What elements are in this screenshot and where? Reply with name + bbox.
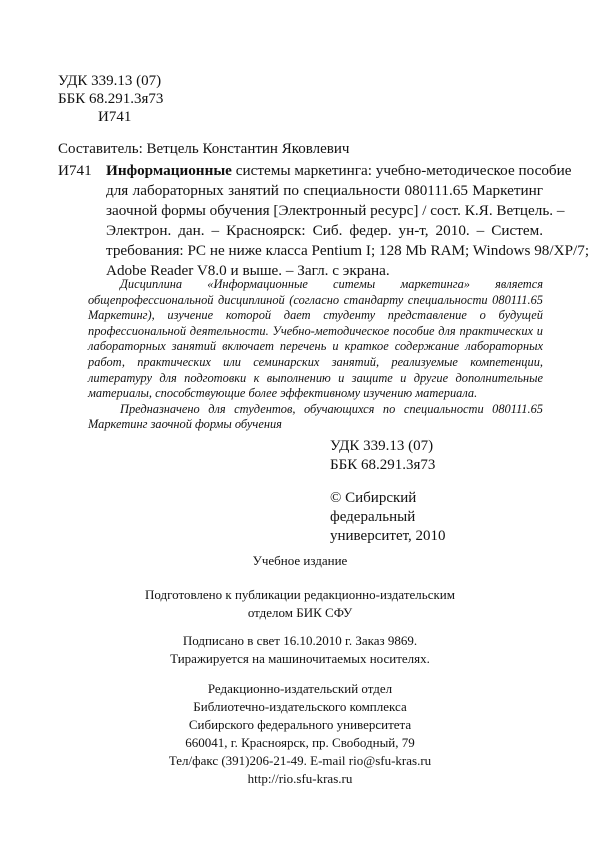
biblio-title-rest: системы маркетинга: учебно-методическое пособие (231, 162, 572, 179)
bbk-code-right: ББК 68.291.3я73 (330, 457, 436, 473)
biblio-line-3: заочной формы обучения [Электронный ресурс] / сост. К.Я. Ветцель. – (106, 202, 565, 219)
biblio-line-4: Электрон. дан. – Красноярск: Сиб. федер. ун-т, 2010. – Систем. (106, 222, 543, 239)
annotation-line: профессиональной деятельности. Учебно-методическое пособие для практических и (88, 323, 543, 338)
biblio-code: И741 (58, 162, 92, 179)
publisher-website: http://rio.sfu-kras.ru (247, 771, 353, 786)
biblio-line-6: Adobe Reader V8.0 и выше. – Загл. с экрана. (106, 262, 390, 279)
bibliographic-record (58, 161, 590, 281)
prepared-line: Подготовлено к публикации редакционно-издательским (144, 587, 455, 602)
publisher-line: Библиотечно-издательского комплекса (193, 699, 407, 714)
biblio-line-1 (58, 161, 572, 181)
annotation-line: материалы, способствующие более эффективному изучению материала. (88, 386, 478, 401)
classification-codes-top (58, 72, 163, 126)
annotation-line: общепрофессиональной дисциплиной (согласно стандарту специальности 080111.65 (88, 292, 543, 307)
biblio-line-2: для лабораторных занятий по специальности 080111.65 Маркетинг (106, 182, 543, 199)
author-index: И741 (98, 109, 132, 125)
udk-code: УДК 339.13 (07) (58, 73, 162, 89)
annotation-line: Маркетинг), изучение которой дает студенту представление о будущей (88, 308, 543, 323)
copyright-line: © Сибирский (330, 490, 417, 506)
prepared-by (0, 586, 600, 622)
edition-label: Учебное издание (252, 553, 348, 568)
prepared-line: отделом БИК СФУ (247, 605, 353, 620)
publisher-contacts: Тел/факс (391)206-21-49. E-mail rio@sfu-kras.ru (168, 753, 432, 768)
classification-codes-right (330, 437, 435, 475)
biblio-title-bold: Информационные (106, 162, 232, 179)
copyright-notice (330, 489, 446, 546)
publisher-info (0, 680, 600, 788)
replication-line: Тиражируется на машиночитаемых носителях. (170, 651, 430, 666)
annotation-line: Маркетинг заочной формы обучения (88, 417, 282, 432)
copyright-line: университет, 2010 (330, 528, 446, 544)
compiler-line: Составитель: Ветцель Константин Яковлевич (58, 141, 350, 157)
annotation (88, 277, 543, 433)
biblio-line-5: требования: PC не ниже класса Pentium I; 128 Mb RAM; Windows 98/XP/7; (106, 242, 590, 259)
annotation-line: лабораторных занятий включает перечень и краткое содержание лабораторных (88, 339, 543, 354)
publisher-line: Сибирского федерального университета (188, 717, 412, 732)
copyright-line: федеральный (330, 509, 416, 525)
publisher-line: Редакционно-издательский отдел (207, 681, 393, 696)
udk-code-right: УДК 339.13 (07) (330, 438, 434, 454)
annotation-line: работ, практических или семинарских занятий, реализуемые компетенции, (88, 354, 543, 369)
annotation-line: литературу для подготовки к выполнению и защите и другие дополнительные (88, 370, 543, 385)
bbk-code: ББК 68.291.3я73 (58, 91, 164, 107)
annotation-line: Дисциплина «Информационные ситемы маркетинга» является (120, 277, 543, 291)
signed-line: Подписано в свет 16.10.2010 г. Заказ 9869. (182, 633, 418, 648)
edition-type (0, 552, 600, 570)
annotation-line: Предназначено для студентов, обучающихся по специальности 080111.65 (120, 401, 543, 416)
publication-info (0, 632, 600, 668)
publisher-address: 660041, г. Красноярск, пр. Свободный, 79 (185, 735, 415, 750)
